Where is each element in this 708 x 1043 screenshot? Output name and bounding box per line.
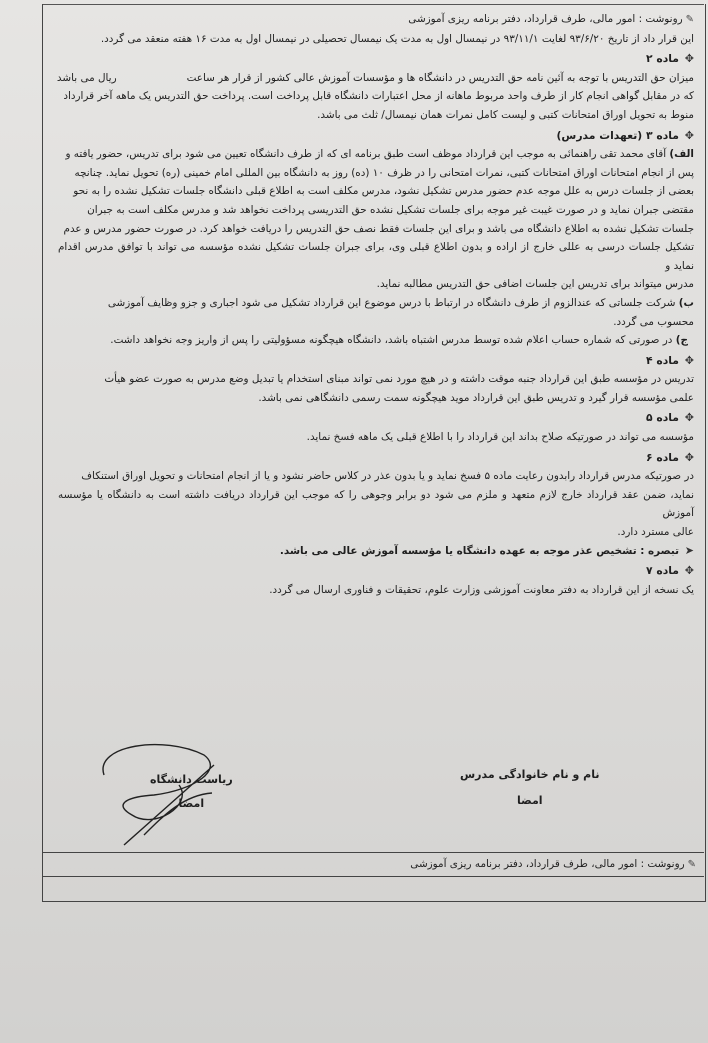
article-2-line-1: میزان حق التدریس با توجه به آئین نامه حق التدریس در دانشگاه ها و مؤسسات آموزش عالی کشور از قرار هر ساعتریال می باشد xyxy=(56,71,694,84)
teacher-signature-block xyxy=(460,762,600,814)
clip-icon: ✎ xyxy=(685,14,694,25)
article-5-line: مؤسسه می تواند در صورتیکه صلاح بداند این قرارداد را با اطلاع قبلی یک ماهه فسخ نماید. xyxy=(306,431,694,444)
article-3-a-line-1: الف) آقای محمد تقی راهنمائی به موجب این قرارداد موظف است طبق برنامه ای که از طرف دانشگاه تعیین می شود برای تدریس، حضور یافته و xyxy=(65,148,694,161)
article-3-a-line-5: جلسات تشکیل نشده به اطلاع دانشگاه می باشد و برای این جلسات فقط نصف حق التدریس را دریافت خواهد کرد. در صورت حضور مدرس و عدم xyxy=(63,222,694,235)
bullet-icon: ✥ xyxy=(684,128,694,142)
university-sign-label: امضا xyxy=(178,797,205,810)
article-3-a-line-4: مقتضی جبران نماید و در صورت غیبت غیر موجه برای جلسات تشکیل نشده حق التدریسی پرداخت نخواهد شد و مدرس مکلف است به جبران xyxy=(87,203,694,216)
teacher-sign-label: امضا xyxy=(516,794,543,807)
teacher-title: نام و نام خانوادگی مدرس xyxy=(460,768,600,781)
article-6-line-2: نماید، ضمن عقد قرارداد خارج لازم متعهد و ملزم می شود دو برابر وجوهی را که موجب این قرارداد دریافت داشته است به دانشگاه یا مؤسسه آموزش xyxy=(58,488,694,520)
article-2-title: ✥ماده ۲ xyxy=(58,50,694,69)
article-3-c-line: ج) در صورتی که شماره حساب اعلام شده توسط مدرس اشتباه باشد، دانشگاه هیچگونه مسؤولیتی را پس از واریز وجه نخواهد داشت. xyxy=(110,334,688,347)
article-6-line-1: در صورتیکه مدرس قرارداد رابدون رعایت ماده ۵ فسخ نماید و یا بدون عذر در کلاس حاضر نشود و یا از انجام امتحانات و تحویل اوراق استنکاف xyxy=(81,470,694,483)
article-3-a-line-7: مدرس میتواند برای تدریس این جلسات اضافی حق التدریس مطالبه نماید. xyxy=(376,278,694,291)
article-4-title: ✥ماده ۴ xyxy=(58,352,694,371)
article-6-line-3: عالی مسترد دارد. xyxy=(617,526,694,539)
article-5-title: ✥ماده ۵ xyxy=(58,409,694,428)
article-3-a-line-2: پس از انجام امتحانات اوراق امتحانات کتبی، نمرات امتحانی را در ظرف ۱۰ (ده) روز به دانشگاه بین المللی امام خمینی (ره) تحویل نماید. چنانچه xyxy=(74,166,694,179)
article-6-title: ✥ماده ۶ xyxy=(58,449,694,468)
article-2-line-3: منوط به تحویل اوراق امتحانات کتبی و لیست کامل نمرات همان نیمسال/ ثلث می باشد. xyxy=(317,108,694,121)
article-4-line-2: علمی مؤسسه قرار گیرد و تدریس طبق این قرارداد موید هیچگونه سمت رسمی دانشگاهی نمی باشد. xyxy=(258,391,694,404)
cc-bottom: ✎رونوشت : امور مالی، طرف قرارداد، دفتر برنامه ریزی آموزشی xyxy=(410,858,696,870)
university-title: ریاست دانشگاه xyxy=(150,773,233,786)
article-3-b-line-2: محسوب می گردد. xyxy=(613,315,694,328)
university-signature-block xyxy=(150,768,233,816)
footer-divider xyxy=(42,876,704,877)
intro-paragraph: این قرار داد از تاریخ ۹۳/۶/۲۰ لغایت ۹۳/۱۱/۱ در نیمسال اول به مدت یک نیمسال تحصیلی در نیمسال اول به مدت ۱۶ هفته منعقد می گردد. xyxy=(100,32,694,45)
bullet-icon: ✥ xyxy=(684,52,694,66)
cc-top: ✎رونوشت : امور مالی، طرف قرارداد، دفتر برنامه ریزی آموزشی xyxy=(58,10,694,30)
article-7-title: ✥ماده ۷ xyxy=(58,562,694,581)
clip-icon: ✎ xyxy=(687,859,696,870)
article-3-a-line-3: بعضی از جلسات درس به علل موجه عدم حضور مدرس تشکیل نشود، مدرس مکلف است به اطلاع قبلی دانشگاه جلسات تشکیل نشده را به نحو xyxy=(73,185,694,198)
article-3-a-line-6: تشکیل جلسات درسی به عللی خارج از اراده و بدون اطلاع قبلی وی، برای جبران جلسات تشکیل نشده مؤسسه می تواند با توافق مدرس اقدام نماید و xyxy=(58,241,694,272)
article-3-title: ✥ماده ۳ (تعهدات مدرس) xyxy=(58,127,694,146)
arrow-bullet-icon: ➤ xyxy=(684,543,694,557)
article-2-line-2: که در مقابل گواهی انجام کار از طرف واحد مربوط ماهانه از محل اعتبارات دانشگاه قابل پرداخت است. پرداخت حق التدریس یک ماهه آخر قرارداد xyxy=(63,90,694,103)
article-7-line: یک نسخه از این قرارداد به دفتر معاونت آموزشی وزارت علوم، تحقیقات و فناوری ارسال می گردد. xyxy=(269,583,694,596)
article-4-line-1: تدریس در مؤسسه طبق این قرارداد جنبه موقت داشته و در هیچ مورد نمی تواند مبنای استخدام یا تبدیل وضع مدرس به صورت عضو هیأت xyxy=(104,373,694,386)
article-3-b-line-1: ب) شرکت جلساتی که عندالزوم از طرف دانشگاه در ارتباط با درس موضوع این قرارداد تشکیل می شود اجباری و جزو وظایف آموزشی xyxy=(107,296,694,309)
bullet-icon: ✥ xyxy=(684,411,694,425)
bullet-icon: ✥ xyxy=(684,353,694,367)
note-line: ➤تبصره : تشخیص عذر موجه به عهده دانشگاه یا مؤسسه آموزش عالی می باشد. xyxy=(58,542,694,561)
bullet-icon: ✥ xyxy=(684,564,694,578)
contract-body xyxy=(58,10,694,599)
bullet-icon: ✥ xyxy=(684,450,694,464)
